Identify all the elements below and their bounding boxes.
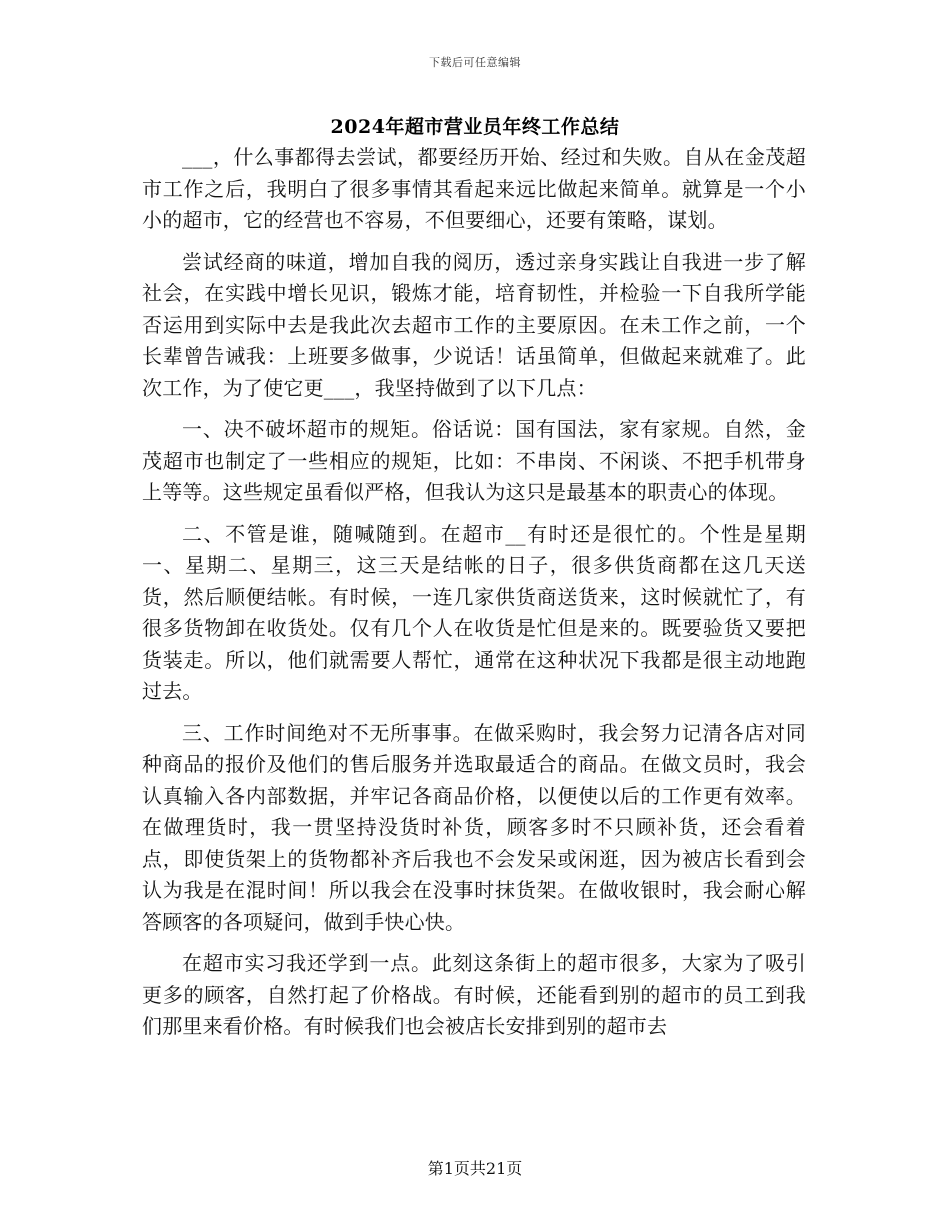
paragraph-internship: 在超市实习我还学到一点。此刻这条街上的超市很多，大家为了吸引更多的顾客，自然打起了价格战。有时候，还能看到别的超市的员工到我们那里来看价格。有时候我们也会被店长安排到别的超市去 bbox=[142, 951, 806, 1038]
paragraph-purpose: 尝试经商的味道，增加自我的阅历，透过亲身实践让自我进一步了解社会，在实践中增长见识，锻炼才能，培育韧性，并检验一下自我所学能否运用到实际中去是我此次去超市工作的主要原因。在未工作之前，一个长辈曾告诫我：上班要多做事，少说话！话虽简单，但做起来就难了。此次工作，为了使它更___，我坚持做到了以下几点： bbox=[142, 249, 806, 400]
paragraph-point-two: 二、不管是谁，随喊随到。在超市__有时还是很忙的。个性是星期一、星期二、星期三，这三天是结帐的日子，很多供货商都在这几天送货，然后顺便结帐。有时候，一连几家供货商送货来，这时候就忙了，有很多货物卸在收货处。仅有几个人在收货是忙但是来的。既要验货又要把货装走。所以，他们就需要人帮忙，通常在这种状况下我都是很主动地跑过去。 bbox=[142, 521, 806, 703]
document-title: 2024年超市营业员年终工作总结 bbox=[330, 116, 620, 138]
header-note: 下载后可任意编辑 bbox=[429, 56, 521, 69]
page-number-footer: 第1页共21页 bbox=[427, 1159, 523, 1178]
document-body bbox=[142, 142, 806, 1043]
paragraph-intro: ___，什么事都得去尝试，都要经历开始、经过和失败。自从在金茂超市工作之后，我明白了很多事情其看起来远比做起来简单。就算是一个小小的超市，它的经营也不容易，不但要细心，还要有策略，谋划。 bbox=[142, 145, 806, 232]
paragraph-point-one: 一、决不破坏超市的规矩。俗话说：国有国法，家有家规。自然，金茂超市也制定了一些相应的规矩，比如：不串岗、不闲谈、不把手机带身上等等。这些规定虽看似严格，但我认为这只是最基本的职责心的体现。 bbox=[142, 417, 806, 504]
paragraph-point-three: 三、工作时间绝对不无所事事。在做采购时，我会努力记清各店对同种商品的报价及他们的售后服务并选取最适合的商品。在做文员时，我会认真输入各内部数据，并牢记各商品价格，以便使以后的工作更有效率。在做理货时，我一贯坚持没货时补货，顾客多时不只顾补货，还会看着点，即使货架上的货物都补齐后我也不会发呆或闲逛，因为被店长看到会认为我是在混时间！所以我会在没事时抹货架。在做收银时，我会耐心解答顾客的各项疑问，做到手快心快。 bbox=[142, 720, 806, 934]
